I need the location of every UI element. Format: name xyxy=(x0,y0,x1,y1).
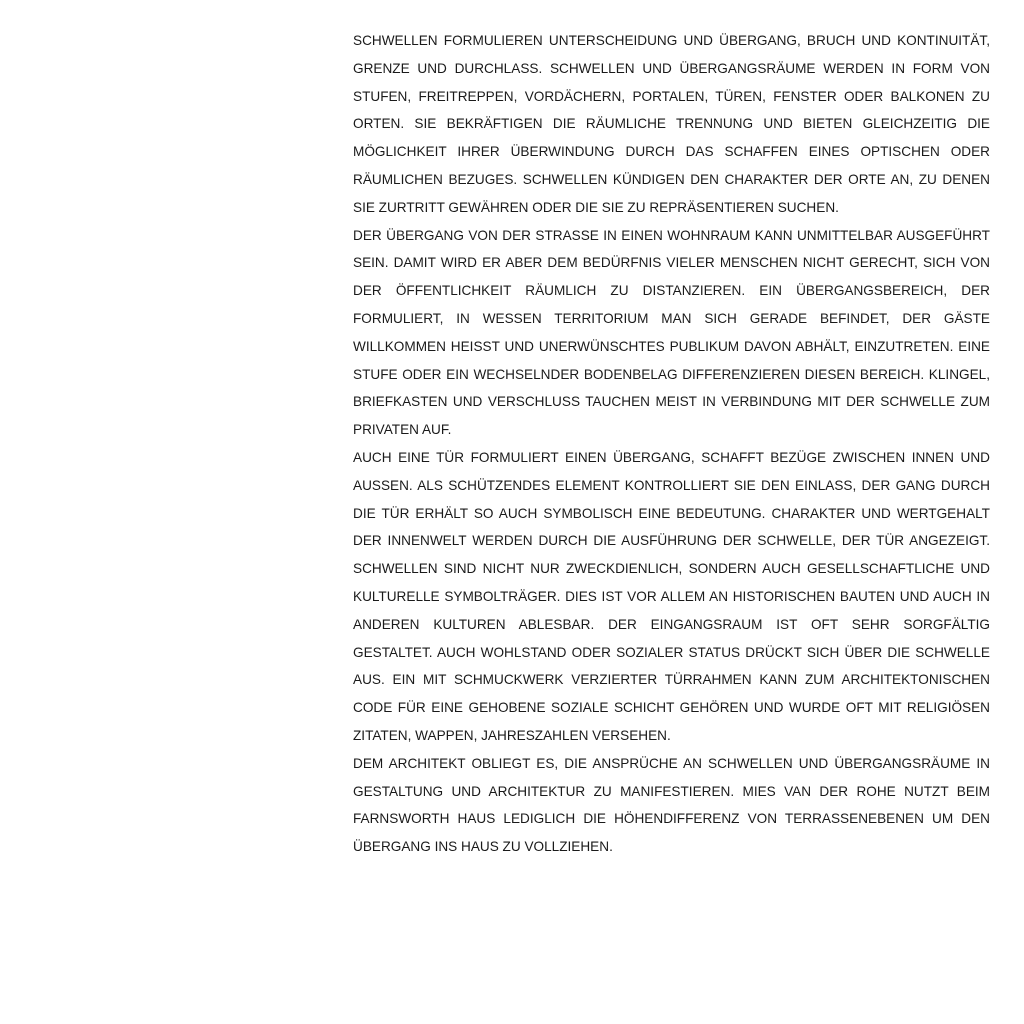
text-column xyxy=(353,27,990,861)
paragraph-1: SCHWELLEN FORMULIEREN UNTERSCHEIDUNG UND ÜBERGANG, BRUCH UND KONTINUITÄT, GRENZE UND DURCHLASS. SCHWELLEN UND ÜBERGANGSRÄUME WERDEN IN FORM VON STUFEN, FREITREPPEN, VORDÄCHERN, PORTALEN, TÜREN, FENSTER ODER BALKONEN ZU ORTEN. SIE BEKRÄFTIGEN DIE RÄUMLICHE TRENNUNG UND BIETEN GLEICHZEITIG DIE MÖGLICHKEIT IHRER ÜBERWINDUNG DURCH DAS SCHAFFEN EINES OPTISCHEN ODER RÄUMLICHEN BEZUGES. SCHWELLEN KÜNDIGEN DEN CHARAKTER DER ORTE AN, ZU DENEN SIE ZURTRITT GEWÄHREN ODER DIE SIE ZU REPRÄSENTIEREN SUCHEN. xyxy=(353,33,990,215)
paragraph-3: AUCH EINE TÜR FORMULIERT EINEN ÜBERGANG, SCHAFFT BEZÜGE ZWISCHEN INNEN UND AUSSEN. ALS SCHÜTZENDES ELEMENT KONTROLLIERT SIE DEN EINLASS, DER GANG DURCH DIE TÜR ERHÄLT SO AUCH SYMBOLISCH EINE BEDEUTUNG. CHARAKTER UND WERTGEHALT DER INNENWELT WERDEN DURCH DIE AUSFÜHRUNG DER SCHWELLE, DER TÜR ANGEZEIGT. SCHWELLEN SIND NICHT NUR ZWECKDIENLICH, SONDERN AUCH GESELLSCHAFTLICHE UND KULTURELLE SYMBOLTRÄGER. DIES IST VOR ALLEM AN HISTORISCHEN BAUTEN UND AUCH IN ANDEREN KULTUREN ABLESBAR. DER EINGANGSRAUM IST OFT SEHR SORGFÄLTIG GESTALTET. AUCH WOHLSTAND ODER SOZIALER STATUS DRÜCKT SICH ÜBER DIE SCHWELLE AUS. EIN MIT SCHMUCKWERK VERZIERTER TÜRRAHMEN KANN ZUM ARCHITEKTONISCHEN CODE FÜR EINE GEHOBENE SOZIALE SCHICHT GEHÖREN UND WURDE OFT MIT RELIGIÖSEN ZITATEN, WAPPEN, JAHRESZAHLEN VERSEHEN. xyxy=(353,449,990,743)
paragraph-4: DEM ARCHITEKT OBLIEGT ES, DIE ANSPRÜCHE AN SCHWELLEN UND ÜBERGANGSRÄUME IN GESTALTUNG UND ARCHITEKTUR ZU MANIFESTIEREN. MIES VAN DER ROHE NUTZT BEIM FARNSWORTH HAUS LEDIGLICH DIE HÖHENDIFFERENZ VON TERRASSENEBENEN UM DEN ÜBERGANG INS HAUS ZU VOLLZIEHEN. xyxy=(353,755,990,855)
paragraph-2: DER ÜBERGANG VON DER STRASSE IN EINEN WOHNRAUM KANN UNMITTELBAR AUSGEFÜHRT SEIN. DAMIT WIRD ER ABER DEM BEDÜRFNIS VIELER MENSCHEN NICHT GERECHT, SICH VON DER ÖFFENTLICHKEIT RÄUMLICH ZU DISTANZIEREN. EIN ÜBERGANGSBEREICH, DER FORMULIERT, IN WESSEN TERRITORIUM MAN SICH GERADE BEFINDET, DER GÄSTE WILLKOMMEN HEISST UND UNERWÜNSCHTES PUBLIKUM DAVON ABHÄLT, EINZUTRETEN. EINE STUFE ODER EIN WECHSELNDER BODENBELAG DIFFERENZIEREN DIESEN BEREICH. KLINGEL, BRIEFKASTEN UND VERSCHLUSS TAUCHEN MEIST IN VERBINDUNG MIT DER SCHWELLE ZUM PRIVATEN AUF. xyxy=(353,227,990,438)
